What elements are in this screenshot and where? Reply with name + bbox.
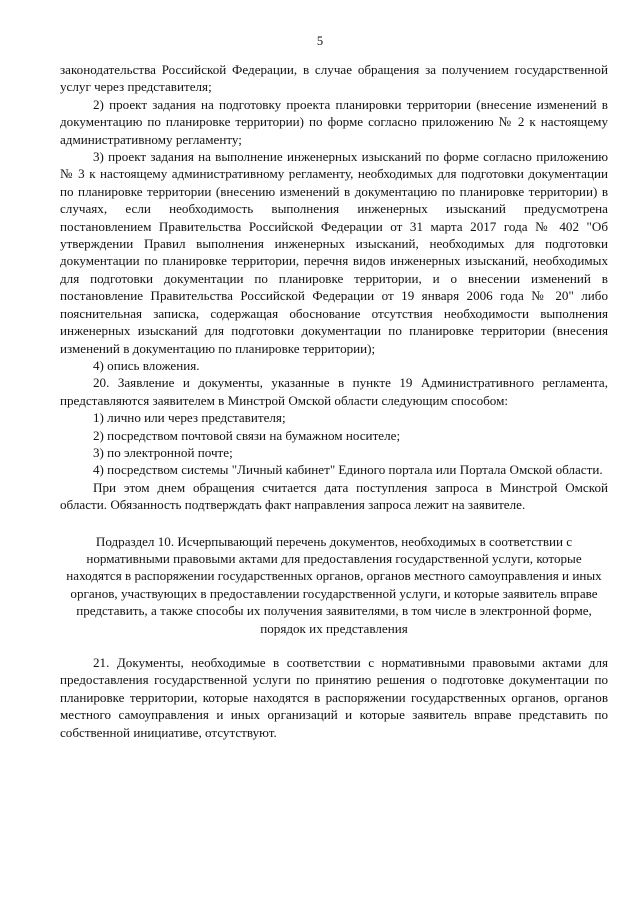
paragraph-method-1: 1) лично или через представителя; — [93, 410, 286, 426]
paragraph-clause-20: 20. Заявление и документы, указанные в пункте 19 Административного регламента, представляются заявителем в Минстрой Омской области следующим способом: — [60, 375, 608, 408]
page-number: 5 — [316, 34, 324, 48]
paragraph-method-3: 3) по электронной почте; — [93, 444, 233, 460]
section-heading: Подраздел 10. Исчерпывающий перечень документов, необходимых в соответствии с нормативными правовыми актами для предоставления государственной услуги, которые находятся в распоряжении государственных органов, органов местного самоуправления и иных органов, участвующих в предоставлении государственной услуги, и которые заявитель вправе представить, а также способы их получения заявителями, в том числе в электронной форме, порядок их представления — [66, 533, 602, 636]
paragraph-item-3: 3) проект задания на выполнение инженерных изысканий по форме согласно приложению № 3 к настоящему административному регламенту, необходимых для подготовки документации по планировке территории (внесению изменений в документацию по планировке территории) в случаях, если необходимость выполнения инженерных изысканий предусмотрена постановлением Правительства Российской Федерации от 31 марта 2017 года № 402 "Об утверждении Правил выполнения инженерных изысканий, необходимых для подготовки документации по планировке территории, перечня видов инженерных изысканий, необходимых для подготовки документации по планировке территории, и о внесении изменений в постановление Правительства Российской Федерации от 19 января 2006 года № 20" либо пояснительная записка, содержащая обоснование отсутствия необходимости выполнения инженерных изысканий для подготовки документации по планировке территории (внесения изменений в документацию по планировке территории); — [60, 149, 608, 356]
paragraph-item-4: 4) опись вложения. — [93, 357, 200, 373]
paragraph-filing-date: При этом днем обращения считается дата поступления запроса в Минстрой Омской области. Обязанность подтверждать факт направления запроса лежит на заявителе. — [60, 479, 608, 513]
paragraph-clause-21: 21. Документы, необходимые в соответствии с нормативными правовыми актами для предоставления государственной услуги по принятию решения о подготовке документации по планировке территории, которые находятся в распоряжении государственных органов, органов местного самоуправления и иных организаций и которые заявитель вправе представить по собственной инициативе, отсутствуют. — [60, 655, 608, 740]
paragraph-method-4: 4) посредством системы "Личный кабинет" Единого портала или Портала Омской области. — [93, 462, 603, 478]
paragraph-method-2: 2) посредством почтовой связи на бумажном носителе; — [93, 427, 401, 443]
paragraph-item-2: 2) проект задания на подготовку проекта планировки территории (внесение изменений в документацию по планировке территории) по форме согласно приложению № 2 к настоящему административному регламенту; — [60, 96, 608, 147]
document-body — [60, 61, 608, 741]
paragraph-continuation: законодательства Российской Федерации, в случае обращения за получением государственной услуг через представителя; — [60, 62, 608, 95]
